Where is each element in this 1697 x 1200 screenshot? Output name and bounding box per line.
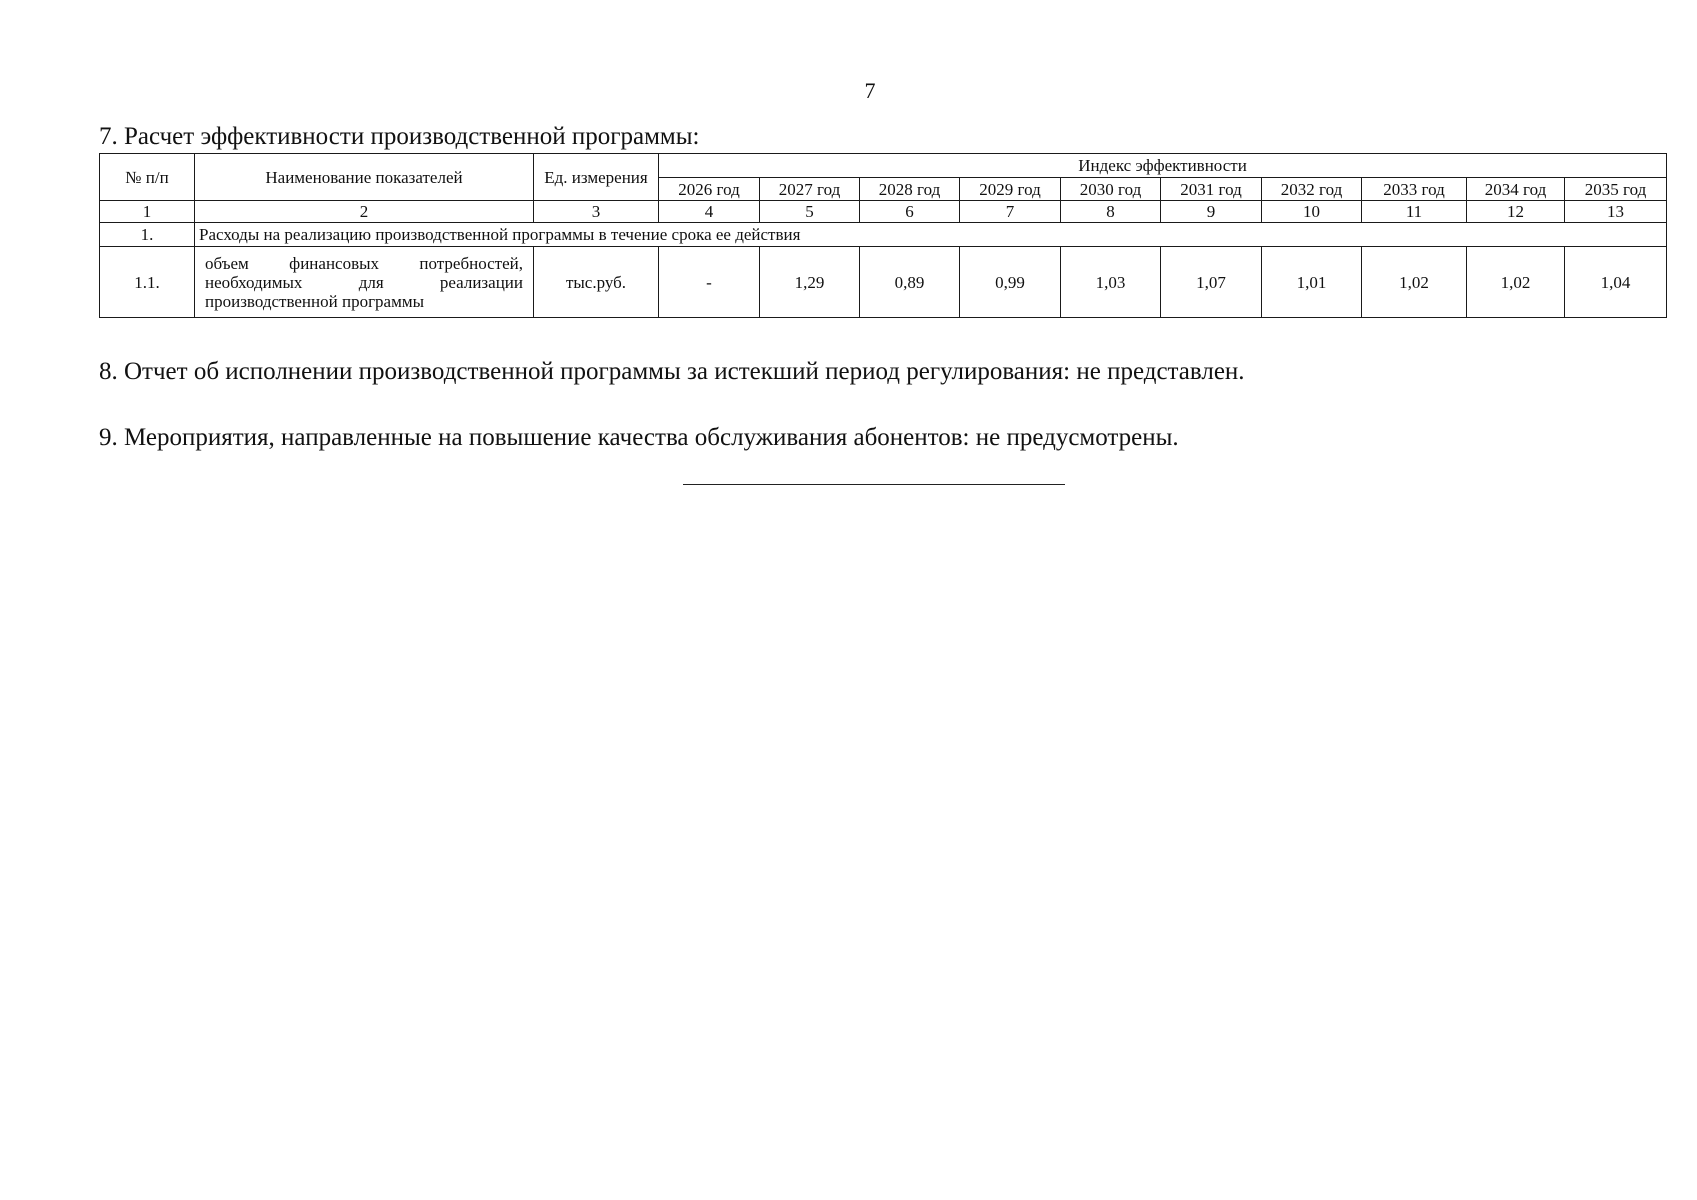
row-num: 1.1. <box>100 247 195 318</box>
row-unit: тыс.руб. <box>534 247 659 318</box>
row-value: 1,07 <box>1161 247 1262 318</box>
section-row-num: 1. <box>100 223 195 247</box>
column-number: 5 <box>760 201 860 223</box>
year-header: 2026 год <box>659 178 760 201</box>
column-number: 7 <box>960 201 1061 223</box>
efficiency-table <box>99 153 1667 318</box>
section-7-title: 7. Расчет эффективности производственной программы: <box>99 123 700 150</box>
section-8-paragraph: 8. Отчет об исполнении производственной программы за истекший период регулирования: не представлен. <box>99 358 1245 385</box>
end-divider <box>683 484 1065 485</box>
column-number: 4 <box>659 201 760 223</box>
column-number: 12 <box>1467 201 1565 223</box>
year-header: 2034 год <box>1467 178 1565 201</box>
year-header: 2035 год <box>1565 178 1667 201</box>
header-row <box>100 154 1667 178</box>
column-number: 2 <box>195 201 534 223</box>
column-number: 1 <box>100 201 195 223</box>
row-value: 1,01 <box>1262 247 1362 318</box>
column-number: 10 <box>1262 201 1362 223</box>
header-num: № п/п <box>100 154 195 201</box>
row-value: 1,03 <box>1061 247 1161 318</box>
row-value: 0,99 <box>960 247 1061 318</box>
year-header: 2033 год <box>1362 178 1467 201</box>
year-header: 2028 год <box>860 178 960 201</box>
row-value: 0,89 <box>860 247 960 318</box>
year-header: 2030 год <box>1061 178 1161 201</box>
row-value: 1,02 <box>1467 247 1565 318</box>
column-number: 6 <box>860 201 960 223</box>
row-name: объем финансовых потребностей, необходимых для реализации производственной программы <box>195 247 534 318</box>
section-row <box>100 223 1667 247</box>
column-number: 3 <box>534 201 659 223</box>
row-value: 1,04 <box>1565 247 1667 318</box>
column-number: 13 <box>1565 201 1667 223</box>
column-number: 8 <box>1061 201 1161 223</box>
column-number: 9 <box>1161 201 1262 223</box>
section-9-paragraph: 9. Мероприятия, направленные на повышение качества обслуживания абонентов: не предусмотрены. <box>99 424 1179 451</box>
row-value: 1,02 <box>1362 247 1467 318</box>
year-header: 2029 год <box>960 178 1061 201</box>
section-row-text: Расходы на реализацию производственной программы в течение срока ее действия <box>195 223 1667 247</box>
row-value: - <box>659 247 760 318</box>
column-number: 11 <box>1362 201 1467 223</box>
row-value: 1,29 <box>760 247 860 318</box>
year-header: 2031 год <box>1161 178 1262 201</box>
year-header: 2032 год <box>1262 178 1362 201</box>
header-name: Наименование показателей <box>195 154 534 201</box>
year-header: 2027 год <box>760 178 860 201</box>
column-number-row <box>100 201 1667 223</box>
header-unit: Ед. измерения <box>534 154 659 201</box>
table-row <box>100 247 1667 318</box>
header-index-group: Индекс эффективности <box>659 154 1667 178</box>
page-number: 7 <box>864 78 876 103</box>
